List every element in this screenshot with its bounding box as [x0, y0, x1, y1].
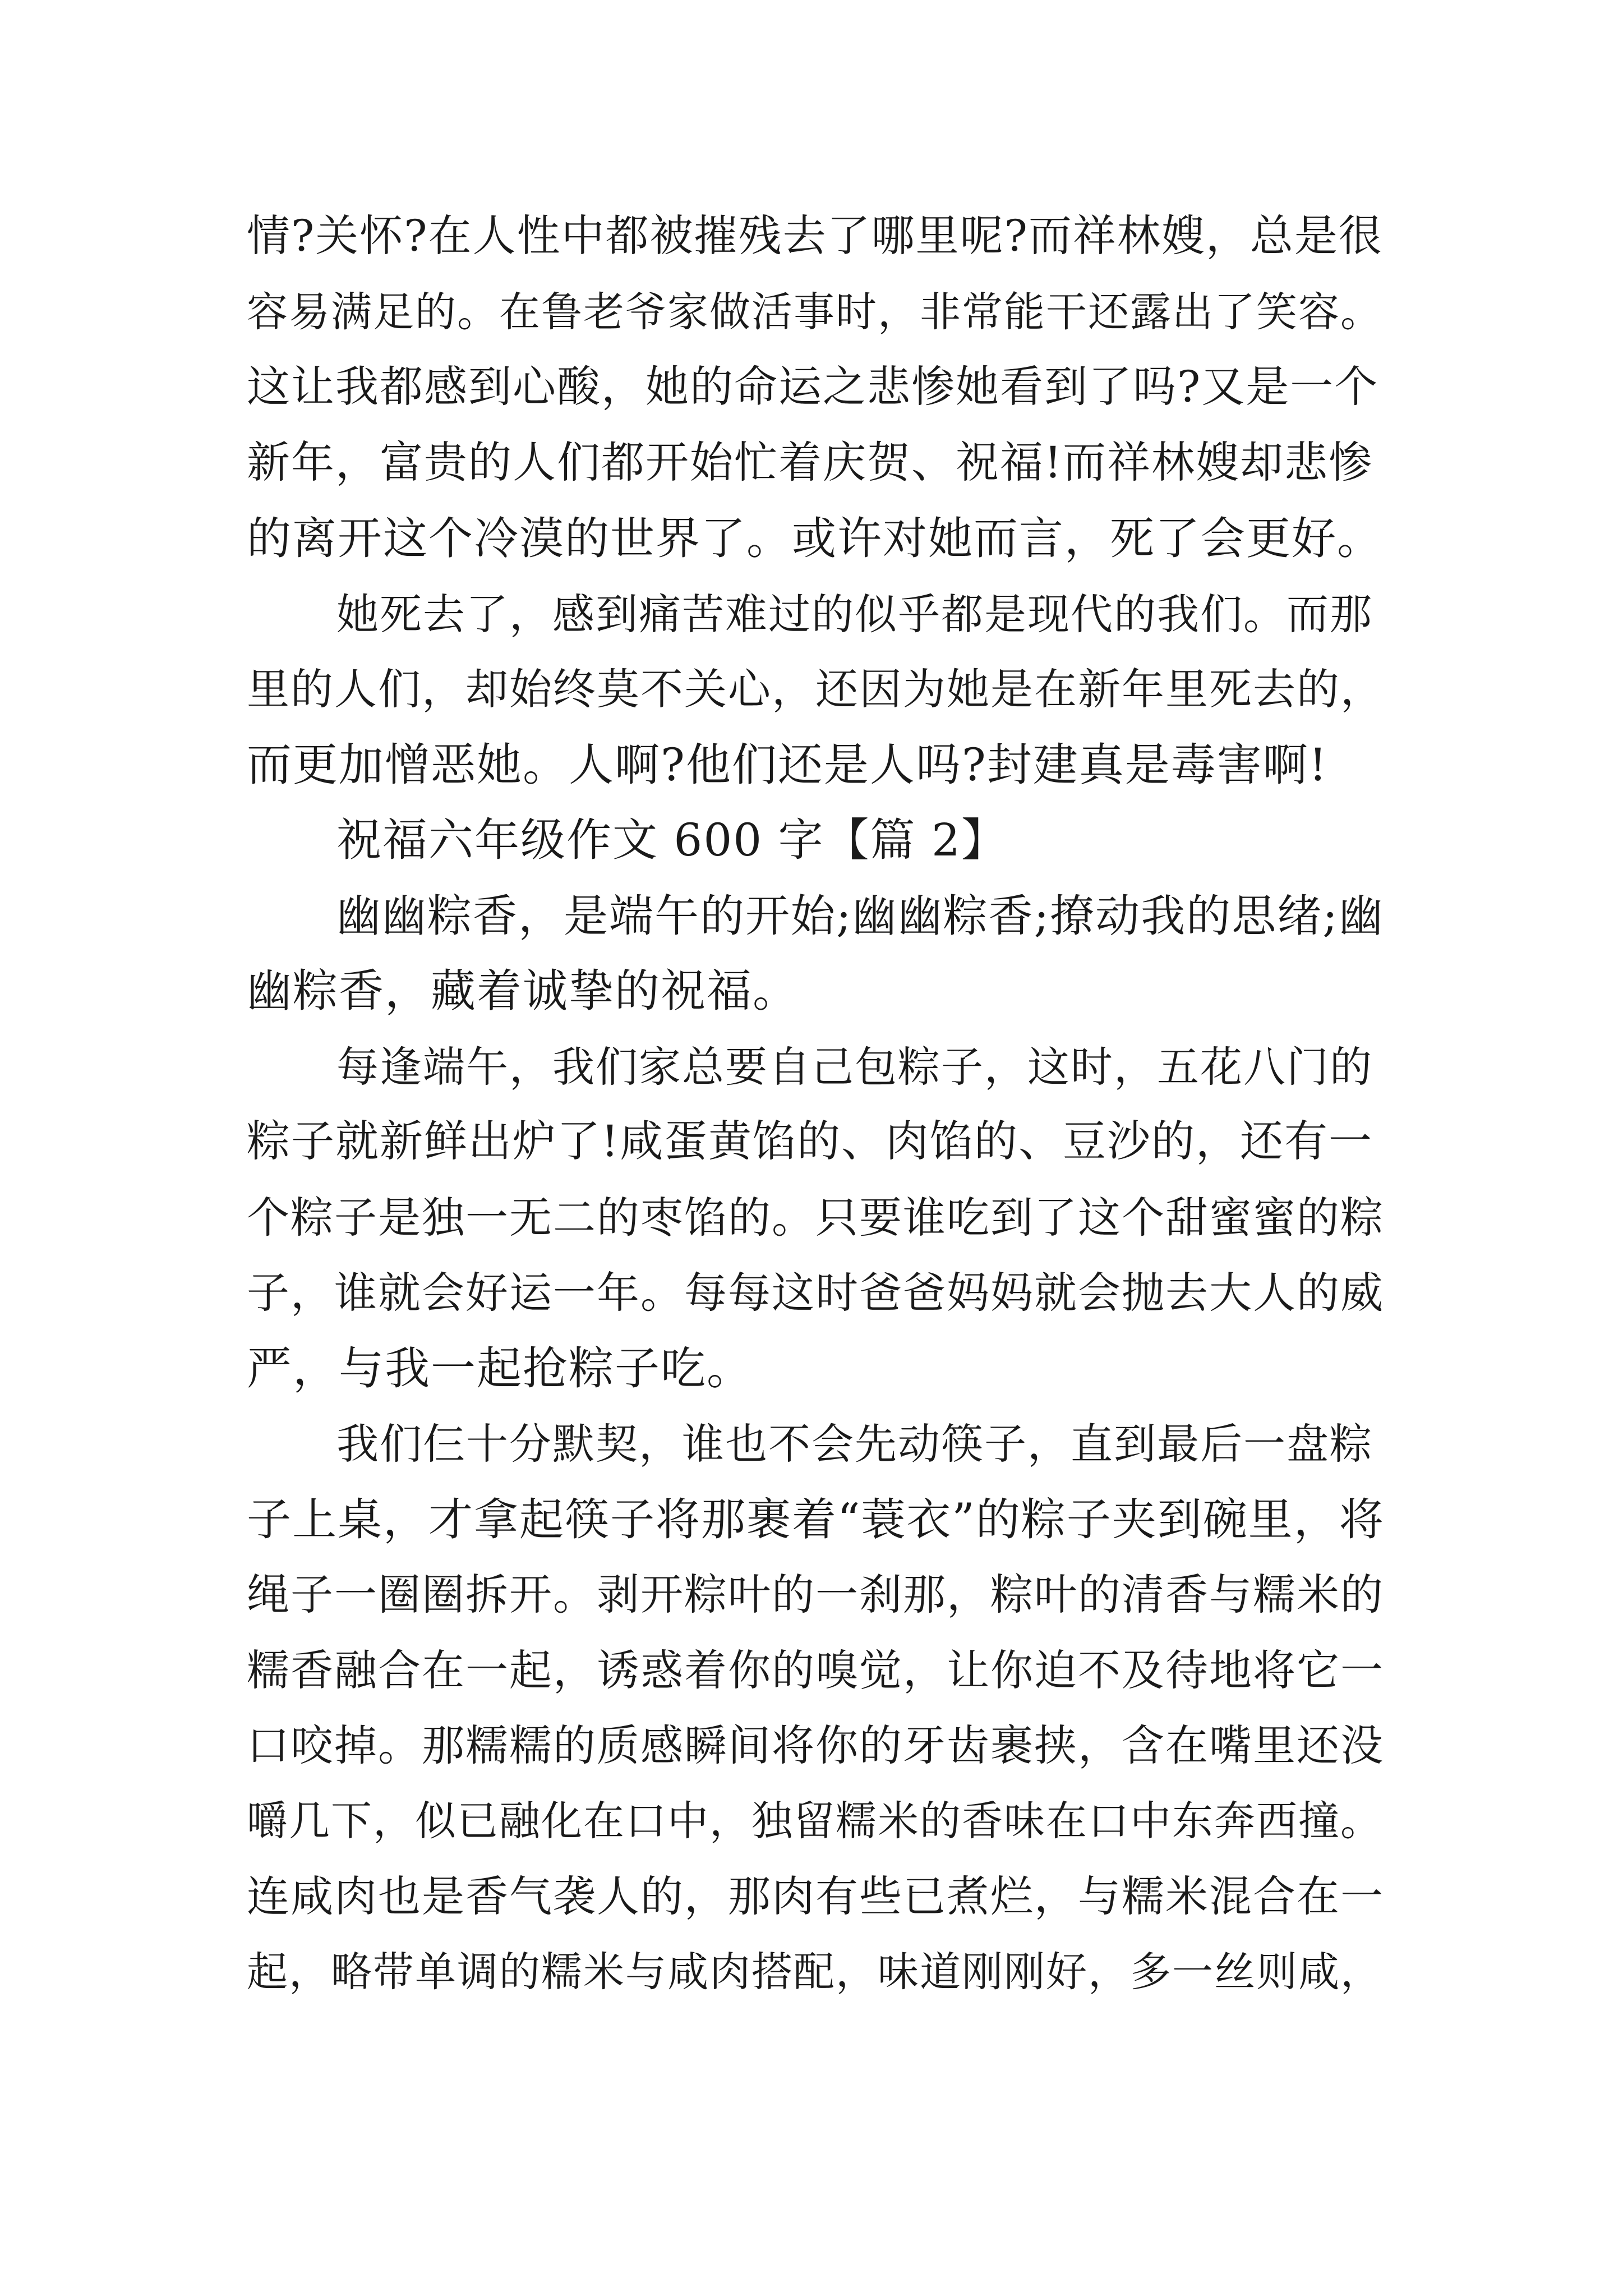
text-line: 幽幽粽香，是端午的开始;幽幽粽香;撩动我的思绪;幽 [336, 890, 1384, 942]
text-line: 这让我都感到心酸，她的命运之悲惨她看到了吗?又是一个 [247, 362, 1379, 412]
text-line: 容易满足的。在鲁老爷家做活事时，非常能干还露出了笑容。 [247, 288, 1382, 336]
text-line: 起，略带单调的糯米与咸肉搭配，味道刚刚好，多一丝则咸， [247, 1948, 1382, 1996]
text-line: 而更加憎恶她。人啊?他们还是人吗?封建真是毒害啊! [247, 738, 1328, 791]
text-line: 嚼几下，似已融化在口中，独留糯米的香味在口中东奔西撞。 [247, 1797, 1382, 1845]
text-line: 每逢端午，我们家总要自己包粽子，这时，五花八门的 [336, 1042, 1373, 1092]
text-line: 的离开这个冷漠的世界了。或许对她而言，死了会更好。 [247, 513, 1382, 564]
text-line: 她死去了，感到痛苦难过的似乎都是现代的我们。而那 [336, 589, 1373, 639]
text-line: 绳子一圈圈拆开。剥开粽叶的一刹那，粽叶的清香与糯米的 [247, 1570, 1384, 1619]
text-line: 情?关怀?在人性中都被摧残去了哪里呢?而祥林嫂，总是很 [247, 211, 1383, 261]
text-line: 新年，富贵的人们都开始忙着庆贺、祝福!而祥林嫂却悲惨 [247, 438, 1373, 488]
text-line: 糯香融合在一起，诱惑着你的嗅觉，让你迫不及待地将它一 [247, 1645, 1384, 1695]
text-line: 口咬掉。那糯糯的质感瞬间将你的牙齿裹挟，含在嘴里还没 [247, 1720, 1384, 1770]
text-line: 连咸肉也是香气袭人的，那肉有些已煮烂，与糯米混合在一 [247, 1871, 1384, 1921]
text-line: 子，谁就会好运一年。每每这时爸爸妈妈就会抛去大人的威 [247, 1268, 1384, 1318]
text-line: 里的人们，却始终莫不关心，还因为她是在新年里死去的， [247, 664, 1384, 714]
text-line: 祝福六年级作文 600 字【篇 2】 [336, 814, 1007, 866]
text-line: 我们仨十分默契，谁也不会先动筷子，直到最后一盘粽 [336, 1419, 1373, 1469]
text-line: 粽子就新鲜出炉了!咸蛋黄馅的、肉馅的、豆沙的，还有一 [247, 1117, 1373, 1167]
text-line: 个粽子是独一无二的枣馅的。只要谁吃到了这个甜蜜蜜的粽 [247, 1192, 1384, 1243]
text-line: 严，与我一起抢粽子吃。 [247, 1342, 753, 1395]
text-line: 子上桌，才拿起筷子将那裹着“蓑衣”的粽子夹到碗里，将 [247, 1493, 1385, 1545]
body-text [247, 199, 1385, 2010]
text-line: 幽粽香，藏着诚挚的祝福。 [247, 965, 799, 1017]
